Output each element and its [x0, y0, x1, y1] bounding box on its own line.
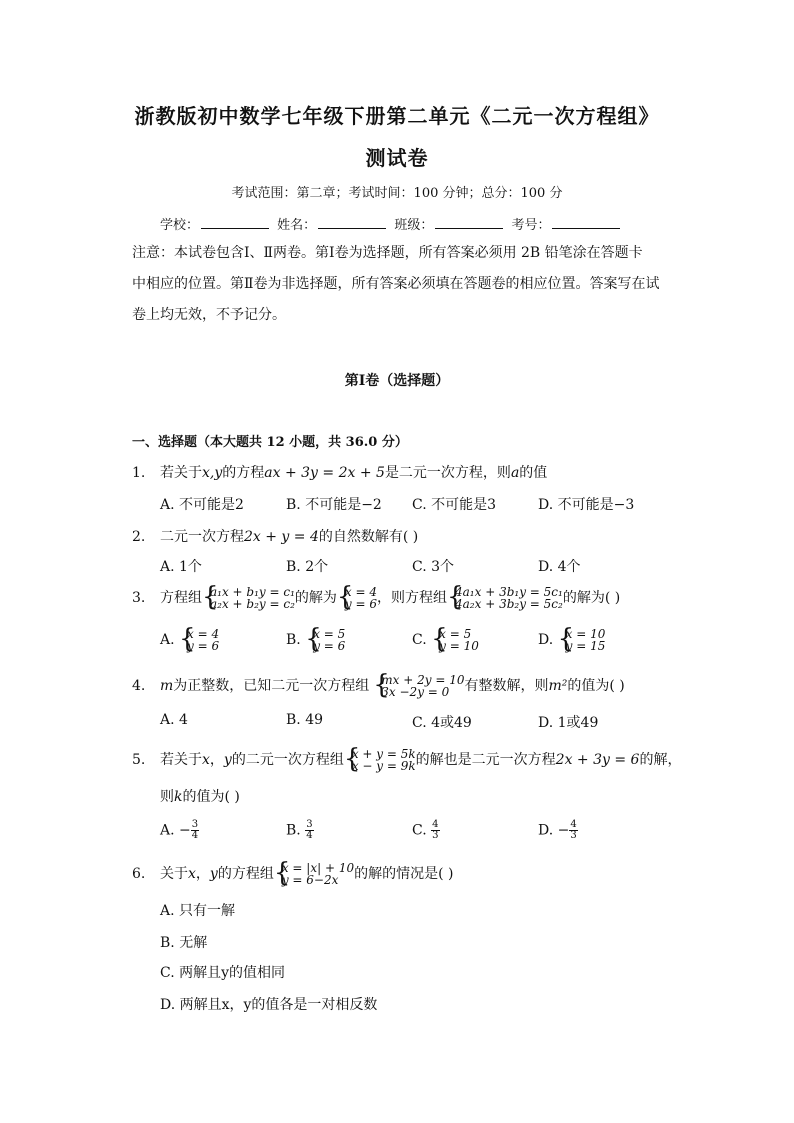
notice — [132, 238, 667, 331]
name-label: 姓名： — [277, 218, 317, 233]
q2-equation: 2x + y = 4 — [244, 529, 319, 545]
q4-math: m² — [548, 678, 568, 694]
question-4 — [132, 670, 625, 700]
q1-text: 是二元一次方程，则 — [384, 465, 511, 481]
q3-option-d[interactable]: D. { x = 10 y = 15 — [538, 624, 606, 654]
q1-math: a — [510, 465, 520, 481]
q1-option-c[interactable]: C. 不可能是3 — [412, 497, 497, 513]
q5-option-a[interactable]: A. − $\frac{3}{4}$ — [160, 819, 199, 841]
q3-text: 的解为 — [294, 590, 337, 606]
q5-text: 则 — [160, 789, 174, 805]
q3-text: 方程组 — [160, 590, 202, 606]
question-3 — [132, 582, 621, 612]
q2-option-b[interactable]: B. 2个 — [286, 559, 329, 575]
number-blank — [552, 216, 620, 229]
q1-option-a[interactable]: A. 不可能是2 — [160, 497, 244, 513]
q4-option-b[interactable]: B. 49 — [286, 712, 324, 728]
school-blank — [201, 216, 269, 229]
notice-line1: 注意：本试卷包含Ⅰ、Ⅱ两卷。第Ⅰ卷为选择题，所有答案必须用 2B 铅笔涂在答题卡 — [132, 245, 643, 261]
q1-text: 的值 — [519, 465, 548, 481]
question-5 — [132, 744, 682, 774]
q5-text: 的解， — [639, 752, 682, 768]
q1-text: 的方程 — [222, 465, 265, 481]
class-blank — [435, 216, 503, 229]
exam-info: 考试范围：第二章；考试时间：100 分钟；总分：100 分 — [231, 186, 563, 201]
question-number: 6. — [132, 866, 146, 882]
q3-system-2: { x = 4 y = 6 — [336, 582, 378, 612]
q3-text: ，则方程组 — [377, 590, 448, 606]
q6-option-b[interactable]: B. 无解 — [160, 935, 208, 951]
name-blank — [318, 216, 386, 229]
q2-text: 二元一次方程 — [160, 529, 244, 545]
q5-option-c[interactable]: C. $\frac{4}{3}$ — [412, 819, 439, 841]
q5-equation: 2x + 3y = 6 — [555, 752, 640, 768]
exam-title-line1: 浙教版初中数学七年级下册第二单元《二元一次方程组》 — [134, 104, 660, 128]
q6-option-d[interactable]: D. 两解且x，y的值各是一对相反数 — [160, 997, 378, 1013]
number-label: 考号： — [511, 218, 551, 233]
question-number: 2. — [132, 529, 146, 545]
question-2 — [132, 526, 418, 546]
q1-text: 若关于 — [160, 465, 202, 481]
q3-option-b[interactable]: B. { x = 5 y = 6 — [286, 624, 346, 654]
school-label: 学校： — [160, 218, 200, 233]
question-1 — [132, 462, 547, 482]
q5-text: 若关于 — [160, 752, 202, 768]
q6-math: x — [188, 866, 196, 882]
question-number: 4. — [132, 678, 146, 694]
q5-math: k — [174, 789, 183, 805]
q1-option-b[interactable]: B. 不可能是−2 — [286, 497, 382, 513]
question-number: 5. — [132, 752, 146, 768]
q6-text: 关于 — [160, 866, 188, 882]
q1-math: x,y — [202, 465, 223, 481]
notice-line2: 中相应的位置。第Ⅱ卷为非选择题，所有答案必须填在答题卷的相应位置。答案写在试 — [132, 276, 660, 292]
q2-option-a[interactable]: A. 1个 — [160, 559, 202, 575]
q4-option-d[interactable]: D. 1或49 — [538, 715, 599, 731]
q4-system: { mx + 2y = 10 3x −2y = 0 — [373, 670, 465, 700]
q1-equation: ax + 3y = 2x + 5 — [264, 465, 385, 481]
class-label: 班级： — [394, 218, 434, 233]
q5-text: 的解也是二元一次方程 — [415, 752, 556, 768]
q6-text: 的解的情况是( ) — [354, 866, 454, 882]
q5-option-b[interactable]: B. $\frac{3}{4}$ — [286, 819, 313, 841]
question-number: 3. — [132, 590, 146, 606]
exam-title-line2: 测试卷 — [365, 146, 429, 170]
q3-text: 的解为( ) — [562, 590, 621, 606]
q6-option-a[interactable]: A. 只有一解 — [160, 903, 236, 919]
q5-text: 的二元一次方程组 — [231, 752, 344, 768]
q1-option-d[interactable]: D. 不可能是−3 — [538, 497, 635, 513]
q6-system: { x = |x| + 10 y = 6−2x — [273, 858, 355, 888]
student-info-row — [160, 214, 624, 233]
q4-option-c[interactable]: C. 4或49 — [412, 715, 472, 731]
part-title: 一、选择题（本大题共 12 小题，共 36.0 分） — [132, 435, 408, 450]
q5-option-d[interactable]: D. − $\frac{4}{3}$ — [538, 819, 577, 841]
question-6 — [132, 858, 454, 888]
q2-option-c[interactable]: C. 3个 — [412, 559, 455, 575]
q5-text: ， — [209, 752, 224, 768]
question-5-line2 — [160, 786, 240, 806]
q4-option-a[interactable]: A. 4 — [160, 712, 188, 728]
q4-text: 有整数解，则 — [464, 678, 549, 694]
volume-title: 第Ⅰ卷（选择题） — [344, 373, 450, 389]
q4-text: 的值为( ) — [567, 678, 625, 694]
q5-system: { x + y = 5k x − y = 9k — [343, 744, 416, 774]
q2-text: 的自然数解有( ) — [318, 529, 419, 545]
q6-text: 的方程组 — [217, 866, 274, 882]
question-number: 1. — [132, 465, 146, 481]
q6-math: y — [209, 866, 218, 882]
q5-math: x — [202, 752, 210, 768]
q5-math: y — [223, 752, 232, 768]
q3-system-3: { 4a₁x + 3b₁y = 5c₁ 4a₂x + 3b₂y = 5c₂ — [447, 582, 563, 612]
q3-system-1: { a₁x + b₁y = c₁ a₂x + b₂y = c₂ — [202, 582, 295, 612]
q3-option-a[interactable]: A. { x = 4 y = 6 — [160, 624, 220, 654]
q6-option-c[interactable]: C. 两解且y的值相同 — [160, 965, 286, 981]
q4-text: 为正整数，已知二元一次方程组 — [173, 678, 370, 694]
q3-option-c[interactable]: C. { x = 5 y = 10 — [412, 624, 479, 654]
q4-math: m — [160, 678, 174, 694]
q2-option-d[interactable]: D. 4个 — [538, 559, 581, 575]
q6-text: ， — [195, 866, 210, 882]
notice-line3: 卷上均无效，不予记分。 — [132, 307, 286, 323]
q5-text: 的值为( ) — [182, 789, 240, 805]
